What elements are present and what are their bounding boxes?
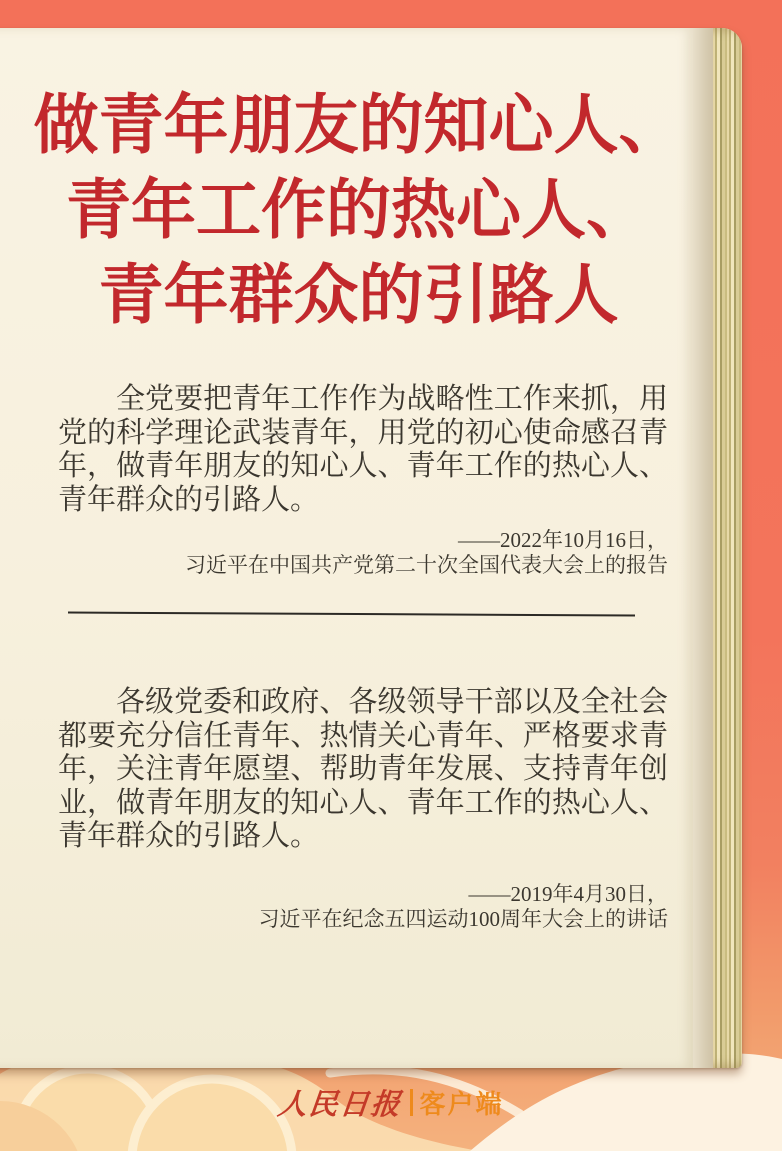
quote-2-attribution-date: ——2019年4月30日， bbox=[468, 882, 668, 906]
title-line-2: 青年工作的热心人、 bbox=[65, 175, 651, 247]
quote-2-attribution-source: 习近平在纪念五四运动100周年大会上的讲话 bbox=[258, 907, 668, 931]
client-label: 客户端 bbox=[419, 1088, 504, 1119]
quote-1-attribution-source: 习近平在中国共产党第二十次全国代表大会上的报告 bbox=[185, 553, 668, 577]
title-line-1: 做青年朋友的知心人、 bbox=[33, 90, 684, 162]
quote-2-attribution bbox=[58, 882, 668, 932]
quote-1-attribution bbox=[58, 528, 668, 578]
page-title bbox=[0, 84, 717, 339]
peoples-daily-client-logo bbox=[0, 1082, 782, 1122]
quote-1-attribution-date: ——2022年10月16日， bbox=[458, 528, 668, 552]
page-edges-stack bbox=[713, 28, 742, 1068]
peoples-daily-script-logo: 人民日报 bbox=[276, 1088, 404, 1121]
brand-separator-bar bbox=[410, 1089, 413, 1116]
title-line-3: 青年群众的引路人 bbox=[98, 260, 619, 332]
quote-1-body: 全党要把青年工作作为战略性工作来抓，用党的科学理论武装青年，用党的初心使命感召青年，做青年朋友的知心人、青年工作的热心人、青年群众的引路人。 bbox=[58, 383, 668, 516]
quote-2-body: 各级党委和政府、各级领导干部以及全社会都要充分信任青年、热情关心青年、严格要求青年，关注青年愿望、帮助青年发展、支持青年创业，做青年朋友的知心人、青年工作的热心人、青年群众的引路人。 bbox=[58, 686, 668, 852]
book-page bbox=[0, 28, 742, 1068]
